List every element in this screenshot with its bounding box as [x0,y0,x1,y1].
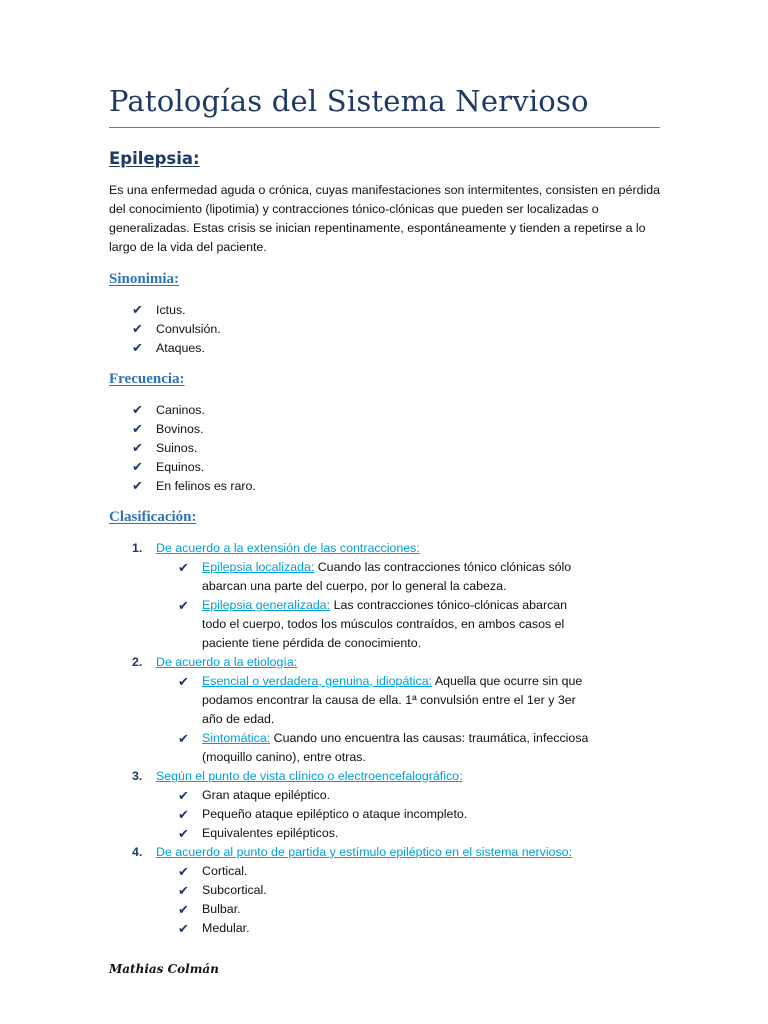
checkmark-icon: ✔ [178,921,189,936]
item-text: Aquella que ocurre sin que podamos encontrar la causa de ella. 1ª convulsión entre el 1er y 3er año de edad. [202,674,583,726]
clasificacion-group-2 [132,653,672,767]
checkmark-icon: ✔ [178,788,189,803]
heading-sinonimia: Sinonimia: [109,271,180,287]
checkmark-icon: ✔ [178,731,189,746]
clasificacion-group-3 [132,767,672,843]
checkmark-icon: ✔ [178,864,189,879]
group-number: 4. [132,845,143,859]
checkmark-icon: ✔ [178,598,189,613]
item-text: Cuando las contracciones tónico clónicas sólo abarcan una parte del cuerpo, por lo general la cabeza. [202,560,572,593]
group-number: 1. [132,541,143,555]
checkmark-icon: ✔ [178,674,189,689]
sublist-item [132,786,672,805]
list-item-text: Ataques. [156,341,205,355]
sublist-item [132,805,672,824]
item-term: Epilepsia generalizada: [202,598,331,612]
sublist-item [132,900,672,919]
group-heading: Según el punto de vista clínico o electroencefalográfico: [156,769,463,783]
item-text: Las contracciones tónico-clónicas abarcan todo el cuerpo, todos los músculos contraídos, en ambos casos el paciente tiene pérdida de conocimiento. [202,598,568,650]
list-item [132,419,256,438]
page-title: Patologías del Sistema Nervioso [109,84,589,118]
item-text: Pequeño ataque epiléptico o ataque incompleto. [202,807,468,821]
list-item-text: Bovinos. [156,422,204,436]
intro-paragraph: Es una enfermedad aguda o crónica, cuyas manifestaciones son intermitentes, consisten en pérdida del conocimiento (lipotimia) y contracciones tónico-clónicas que pueden ser localizadas o generalizadas. Estas crisis se inician repentinamente, espontáneamente y tienden a repetirse a lo largo de la vida del paciente. [109,183,661,254]
item-text: Subcortical. [202,883,267,897]
author-signature: Mathias Colmán [109,962,219,976]
checkmark-icon: ✔ [178,807,189,822]
checkmark-icon: ✔ [132,440,143,455]
group-heading: De acuerdo a la etiología: [156,655,298,669]
sublist-item [132,862,672,881]
checkmark-icon: ✔ [132,402,143,417]
sublist-item [132,919,672,938]
list-item-text: Convulsión. [156,322,221,336]
frecuencia-list [132,400,256,495]
sublist-item [132,881,672,900]
checkmark-icon: ✔ [178,902,189,917]
list-item-text: Ictus. [156,303,186,317]
list-item [132,338,221,357]
sublist-item [132,596,592,653]
group-sublist [132,672,672,767]
list-item [132,457,256,476]
clasificacion-group-4 [132,843,672,938]
list-item [132,300,221,319]
item-text: Cortical. [202,864,248,878]
group-sublist [132,558,672,653]
sublist-item [132,558,592,596]
sublist-item [132,729,592,767]
item-text: Equivalentes epilépticos. [202,826,339,840]
list-item [132,319,221,338]
list-item-text: Suinos. [156,441,198,455]
checkmark-icon: ✔ [178,560,189,575]
clasificacion-list [132,539,672,938]
checkmark-icon: ✔ [132,478,143,493]
item-term: Epilepsia localizada: [202,560,315,574]
checkmark-icon: ✔ [132,302,143,317]
item-text: Cuando uno encuentra las causas: traumática, infecciosa (moquillo canino), entre otras. [202,731,589,764]
group-heading: De acuerdo a la extensión de las contracciones: [156,541,420,555]
checkmark-icon: ✔ [178,883,189,898]
title-underline-rule [109,127,660,128]
sinonimia-list [132,300,221,357]
list-item [132,438,256,457]
list-item [132,400,256,419]
item-term: Sintomática: [202,731,271,745]
group-heading: De acuerdo al punto de partida y estímulo epiléptico en el sistema nervioso: [156,845,573,859]
item-text: Medular. [202,921,250,935]
checkmark-icon: ✔ [132,321,143,336]
list-item-text: Equinos. [156,460,205,474]
group-sublist [132,786,672,843]
checkmark-icon: ✔ [132,459,143,474]
sublist-item [132,672,592,729]
heading-clasificacion: Clasificación: [109,509,197,525]
list-item-text: Caninos. [156,403,205,417]
group-number: 2. [132,655,143,669]
checkmark-icon: ✔ [132,340,143,355]
item-text: Bulbar. [202,902,241,916]
list-item [132,476,256,495]
item-text: Gran ataque epiléptico. [202,788,331,802]
clasificacion-group-1 [132,539,672,653]
group-sublist [132,862,672,938]
group-number: 3. [132,769,143,783]
list-item-text: En felinos es raro. [156,479,256,493]
section-title-epilepsia: Epilepsia: [109,149,200,168]
heading-frecuencia: Frecuencia: [109,371,185,387]
item-term: Esencial o verdadera, genuina, idiopática: [202,674,433,688]
sublist-item [132,824,672,843]
checkmark-icon: ✔ [132,421,143,436]
checkmark-icon: ✔ [178,826,189,841]
